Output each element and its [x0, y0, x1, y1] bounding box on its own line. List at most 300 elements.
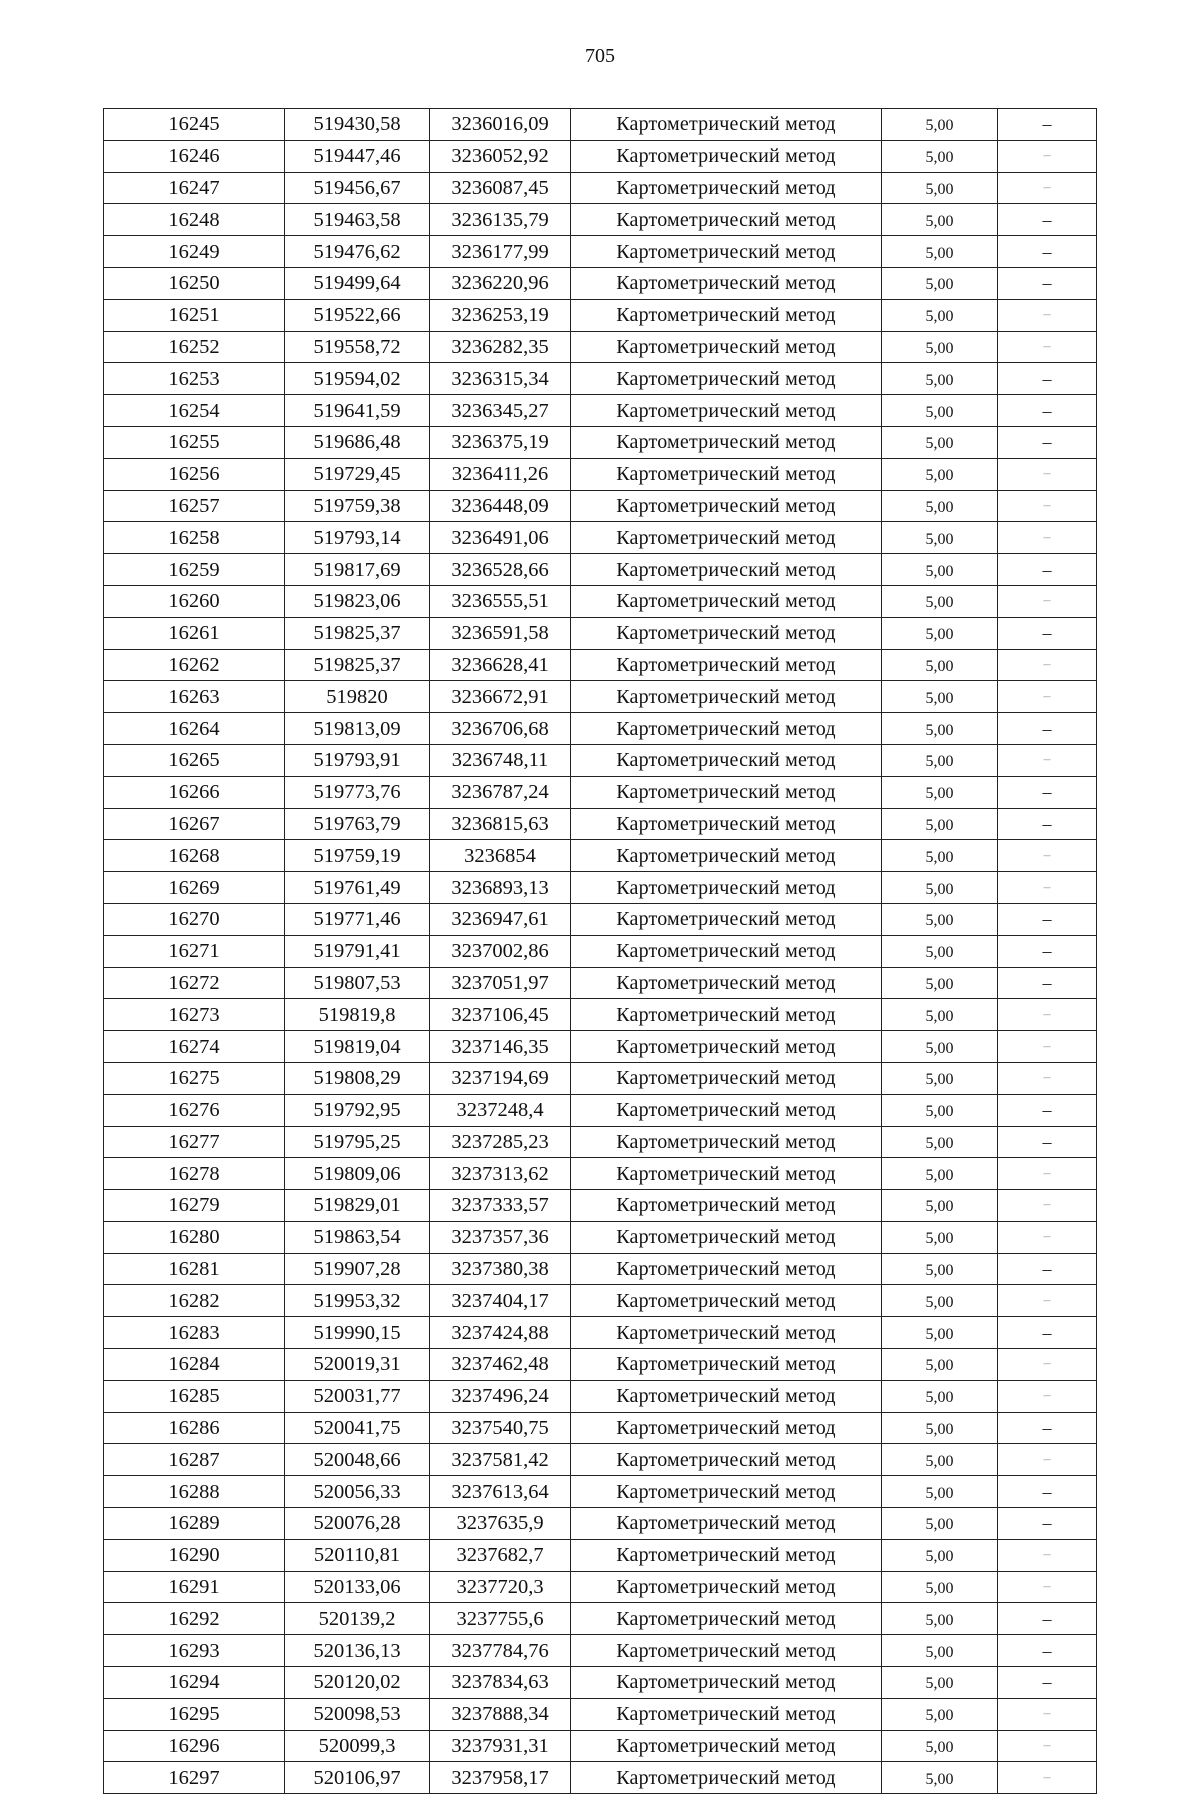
x-coordinate-cell: 519463,58: [285, 204, 430, 236]
x-coordinate-cell: 519594,02: [285, 363, 430, 395]
y-coordinate-cell: 3236411,26: [430, 458, 571, 490]
y-coordinate-cell: 3236345,27: [430, 395, 571, 427]
method-cell: Картометрический метод: [571, 363, 882, 395]
y-coordinate-cell: 3236448,09: [430, 490, 571, 522]
x-coordinate-cell: 519641,59: [285, 395, 430, 427]
note-cell: –: [998, 1285, 1097, 1317]
table-row: [104, 490, 1097, 522]
note-cell: –: [998, 1730, 1097, 1762]
note-cell: –: [998, 1253, 1097, 1285]
note-cell: –: [998, 1667, 1097, 1699]
y-coordinate-cell: 3236947,61: [430, 903, 571, 935]
note-cell: –: [998, 1698, 1097, 1730]
precision-cell: 5,00: [882, 1094, 998, 1126]
note-cell: –: [998, 617, 1097, 649]
table-row: [104, 331, 1097, 363]
precision-cell: 5,00: [882, 1221, 998, 1253]
point-number-cell: 16272: [104, 967, 285, 999]
y-coordinate-cell: 3237462,48: [430, 1349, 571, 1381]
precision-cell: 5,00: [882, 1698, 998, 1730]
method-cell: Картометрический метод: [571, 1667, 882, 1699]
table-row: [104, 1444, 1097, 1476]
precision-cell: 5,00: [882, 935, 998, 967]
note-cell: –: [998, 1635, 1097, 1667]
precision-cell: 5,00: [882, 1285, 998, 1317]
table-row: [104, 204, 1097, 236]
point-number-cell: 16258: [104, 522, 285, 554]
method-cell: Картометрический метод: [571, 172, 882, 204]
table-row: [104, 1094, 1097, 1126]
point-number-cell: 16245: [104, 109, 285, 141]
method-cell: Картометрический метод: [571, 1094, 882, 1126]
point-number-cell: 16261: [104, 617, 285, 649]
method-cell: Картометрический метод: [571, 872, 882, 904]
table-row: [104, 1031, 1097, 1063]
method-cell: Картометрический метод: [571, 935, 882, 967]
table-row: [104, 872, 1097, 904]
y-coordinate-cell: 3237931,31: [430, 1730, 571, 1762]
x-coordinate-cell: 520136,13: [285, 1635, 430, 1667]
x-coordinate-cell: 519795,25: [285, 1126, 430, 1158]
table-row: [104, 1730, 1097, 1762]
method-cell: Картометрический метод: [571, 554, 882, 586]
note-cell: –: [998, 1476, 1097, 1508]
point-number-cell: 16275: [104, 1062, 285, 1094]
note-cell: –: [998, 649, 1097, 681]
point-number-cell: 16270: [104, 903, 285, 935]
note-cell: –: [998, 744, 1097, 776]
method-cell: Картометрический метод: [571, 1126, 882, 1158]
table-row: [104, 903, 1097, 935]
table-row: [104, 1571, 1097, 1603]
table-row: [104, 363, 1097, 395]
precision-cell: 5,00: [882, 1603, 998, 1635]
precision-cell: 5,00: [882, 649, 998, 681]
precision-cell: 5,00: [882, 426, 998, 458]
method-cell: Картометрический метод: [571, 1635, 882, 1667]
point-number-cell: 16284: [104, 1349, 285, 1381]
table-row: [104, 776, 1097, 808]
y-coordinate-cell: 3236628,41: [430, 649, 571, 681]
coordinates-table-body: [104, 109, 1097, 1794]
method-cell: Картометрический метод: [571, 1539, 882, 1571]
x-coordinate-cell: 519817,69: [285, 554, 430, 586]
x-coordinate-cell: 520031,77: [285, 1380, 430, 1412]
point-number-cell: 16269: [104, 872, 285, 904]
point-number-cell: 16286: [104, 1412, 285, 1444]
x-coordinate-cell: 520048,66: [285, 1444, 430, 1476]
y-coordinate-cell: 3237834,63: [430, 1667, 571, 1699]
method-cell: Картометрический метод: [571, 1508, 882, 1540]
table-row: [104, 522, 1097, 554]
y-coordinate-cell: 3236815,63: [430, 808, 571, 840]
precision-cell: 5,00: [882, 1571, 998, 1603]
x-coordinate-cell: 519809,06: [285, 1158, 430, 1190]
method-cell: Картометрический метод: [571, 1158, 882, 1190]
table-row: [104, 1508, 1097, 1540]
table-row: [104, 967, 1097, 999]
method-cell: Картометрический метод: [571, 1762, 882, 1794]
table-row: [104, 140, 1097, 172]
note-cell: –: [998, 1571, 1097, 1603]
x-coordinate-cell: 519953,32: [285, 1285, 430, 1317]
note-cell: –: [998, 426, 1097, 458]
point-number-cell: 16277: [104, 1126, 285, 1158]
table-row: [104, 999, 1097, 1031]
y-coordinate-cell: 3236220,96: [430, 267, 571, 299]
table-row: [104, 808, 1097, 840]
precision-cell: 5,00: [882, 299, 998, 331]
method-cell: Картометрический метод: [571, 204, 882, 236]
x-coordinate-cell: 519456,67: [285, 172, 430, 204]
point-number-cell: 16294: [104, 1667, 285, 1699]
method-cell: Картометрический метод: [571, 1476, 882, 1508]
note-cell: –: [998, 1317, 1097, 1349]
table-row: [104, 935, 1097, 967]
table-row: [104, 1221, 1097, 1253]
x-coordinate-cell: 519773,76: [285, 776, 430, 808]
precision-cell: 5,00: [882, 1062, 998, 1094]
precision-cell: 5,00: [882, 1190, 998, 1222]
x-coordinate-cell: 519447,46: [285, 140, 430, 172]
note-cell: –: [998, 204, 1097, 236]
precision-cell: 5,00: [882, 1349, 998, 1381]
table-row: [104, 426, 1097, 458]
method-cell: Картометрический метод: [571, 1444, 882, 1476]
note-cell: –: [998, 490, 1097, 522]
table-row: [104, 1285, 1097, 1317]
x-coordinate-cell: 519793,14: [285, 522, 430, 554]
table-row: [104, 1158, 1097, 1190]
point-number-cell: 16283: [104, 1317, 285, 1349]
y-coordinate-cell: 3237581,42: [430, 1444, 571, 1476]
note-cell: –: [998, 776, 1097, 808]
method-cell: Картометрический метод: [571, 395, 882, 427]
precision-cell: 5,00: [882, 808, 998, 840]
precision-cell: 5,00: [882, 1126, 998, 1158]
point-number-cell: 16274: [104, 1031, 285, 1063]
precision-cell: 5,00: [882, 872, 998, 904]
precision-cell: 5,00: [882, 1508, 998, 1540]
method-cell: Картометрический метод: [571, 713, 882, 745]
method-cell: Картометрический метод: [571, 1603, 882, 1635]
precision-cell: 5,00: [882, 1412, 998, 1444]
method-cell: Картометрический метод: [571, 299, 882, 331]
x-coordinate-cell: 520133,06: [285, 1571, 430, 1603]
note-cell: –: [998, 1412, 1097, 1444]
table-row: [104, 236, 1097, 268]
y-coordinate-cell: 3236672,91: [430, 681, 571, 713]
x-coordinate-cell: 519793,91: [285, 744, 430, 776]
table-row: [104, 617, 1097, 649]
precision-cell: 5,00: [882, 744, 998, 776]
y-coordinate-cell: 3237194,69: [430, 1062, 571, 1094]
table-row: [104, 1539, 1097, 1571]
precision-cell: 5,00: [882, 172, 998, 204]
table-row: [104, 1126, 1097, 1158]
method-cell: Картометрический метод: [571, 967, 882, 999]
note-cell: –: [998, 172, 1097, 204]
y-coordinate-cell: 3236854: [430, 840, 571, 872]
precision-cell: 5,00: [882, 1253, 998, 1285]
note-cell: –: [998, 935, 1097, 967]
y-coordinate-cell: 3237755,6: [430, 1603, 571, 1635]
point-number-cell: 16291: [104, 1571, 285, 1603]
method-cell: Картометрический метод: [571, 1730, 882, 1762]
point-number-cell: 16255: [104, 426, 285, 458]
table-row: [104, 713, 1097, 745]
note-cell: –: [998, 1158, 1097, 1190]
y-coordinate-cell: 3237146,35: [430, 1031, 571, 1063]
table-row: [104, 1062, 1097, 1094]
x-coordinate-cell: 520056,33: [285, 1476, 430, 1508]
x-coordinate-cell: 519825,37: [285, 649, 430, 681]
point-number-cell: 16268: [104, 840, 285, 872]
point-number-cell: 16279: [104, 1190, 285, 1222]
method-cell: Картометрический метод: [571, 649, 882, 681]
note-cell: –: [998, 808, 1097, 840]
precision-cell: 5,00: [882, 999, 998, 1031]
y-coordinate-cell: 3237002,86: [430, 935, 571, 967]
precision-cell: 5,00: [882, 331, 998, 363]
point-number-cell: 16292: [104, 1603, 285, 1635]
precision-cell: 5,00: [882, 1539, 998, 1571]
table-row: [104, 840, 1097, 872]
precision-cell: 5,00: [882, 267, 998, 299]
point-number-cell: 16297: [104, 1762, 285, 1794]
note-cell: –: [998, 967, 1097, 999]
point-number-cell: 16281: [104, 1253, 285, 1285]
x-coordinate-cell: 519763,79: [285, 808, 430, 840]
note-cell: –: [998, 585, 1097, 617]
point-number-cell: 16295: [104, 1698, 285, 1730]
x-coordinate-cell: 520110,81: [285, 1539, 430, 1571]
table-row: [104, 1762, 1097, 1794]
x-coordinate-cell: 519759,19: [285, 840, 430, 872]
table-row: [104, 1412, 1097, 1444]
precision-cell: 5,00: [882, 458, 998, 490]
x-coordinate-cell: 519761,49: [285, 872, 430, 904]
note-cell: –: [998, 1603, 1097, 1635]
point-number-cell: 16290: [104, 1539, 285, 1571]
method-cell: Картометрический метод: [571, 744, 882, 776]
method-cell: Картометрический метод: [571, 1031, 882, 1063]
method-cell: Картометрический метод: [571, 681, 882, 713]
point-number-cell: 16267: [104, 808, 285, 840]
table-row: [104, 585, 1097, 617]
x-coordinate-cell: 519522,66: [285, 299, 430, 331]
x-coordinate-cell: 519820: [285, 681, 430, 713]
precision-cell: 5,00: [882, 490, 998, 522]
precision-cell: 5,00: [882, 395, 998, 427]
table-row: [104, 1190, 1097, 1222]
y-coordinate-cell: 3237635,9: [430, 1508, 571, 1540]
y-coordinate-cell: 3237613,64: [430, 1476, 571, 1508]
point-number-cell: 16259: [104, 554, 285, 586]
method-cell: Картометрический метод: [571, 1190, 882, 1222]
y-coordinate-cell: 3236591,58: [430, 617, 571, 649]
method-cell: Картометрический метод: [571, 331, 882, 363]
precision-cell: 5,00: [882, 1380, 998, 1412]
method-cell: Картометрический метод: [571, 1571, 882, 1603]
precision-cell: 5,00: [882, 1635, 998, 1667]
note-cell: –: [998, 1762, 1097, 1794]
x-coordinate-cell: 520019,31: [285, 1349, 430, 1381]
method-cell: Картометрический метод: [571, 426, 882, 458]
note-cell: –: [998, 1094, 1097, 1126]
point-number-cell: 16264: [104, 713, 285, 745]
note-cell: –: [998, 522, 1097, 554]
y-coordinate-cell: 3237285,23: [430, 1126, 571, 1158]
precision-cell: 5,00: [882, 522, 998, 554]
point-number-cell: 16257: [104, 490, 285, 522]
method-cell: Картометрический метод: [571, 999, 882, 1031]
note-cell: –: [998, 236, 1097, 268]
precision-cell: 5,00: [882, 1476, 998, 1508]
x-coordinate-cell: 519791,41: [285, 935, 430, 967]
x-coordinate-cell: 520139,2: [285, 1603, 430, 1635]
y-coordinate-cell: 3237357,36: [430, 1221, 571, 1253]
y-coordinate-cell: 3237784,76: [430, 1635, 571, 1667]
precision-cell: 5,00: [882, 236, 998, 268]
method-cell: Картометрический метод: [571, 109, 882, 141]
point-number-cell: 16280: [104, 1221, 285, 1253]
note-cell: –: [998, 140, 1097, 172]
note-cell: –: [998, 1031, 1097, 1063]
note-cell: –: [998, 1190, 1097, 1222]
point-number-cell: 16253: [104, 363, 285, 395]
y-coordinate-cell: 3236375,19: [430, 426, 571, 458]
table-row: [104, 554, 1097, 586]
x-coordinate-cell: 520099,3: [285, 1730, 430, 1762]
method-cell: Картометрический метод: [571, 776, 882, 808]
y-coordinate-cell: 3236706,68: [430, 713, 571, 745]
x-coordinate-cell: 519686,48: [285, 426, 430, 458]
note-cell: –: [998, 1508, 1097, 1540]
precision-cell: 5,00: [882, 109, 998, 141]
method-cell: Картометрический метод: [571, 522, 882, 554]
table-row: [104, 172, 1097, 204]
y-coordinate-cell: 3236315,34: [430, 363, 571, 395]
y-coordinate-cell: 3237333,57: [430, 1190, 571, 1222]
table-row: [104, 1667, 1097, 1699]
method-cell: Картометрический метод: [571, 1221, 882, 1253]
x-coordinate-cell: 520076,28: [285, 1508, 430, 1540]
y-coordinate-cell: 3237313,62: [430, 1158, 571, 1190]
note-cell: –: [998, 1062, 1097, 1094]
table-row: [104, 649, 1097, 681]
y-coordinate-cell: 3237682,7: [430, 1539, 571, 1571]
precision-cell: 5,00: [882, 585, 998, 617]
x-coordinate-cell: 519476,62: [285, 236, 430, 268]
precision-cell: 5,00: [882, 1031, 998, 1063]
y-coordinate-cell: 3236282,35: [430, 331, 571, 363]
y-coordinate-cell: 3236177,99: [430, 236, 571, 268]
method-cell: Картометрический метод: [571, 840, 882, 872]
point-number-cell: 16287: [104, 1444, 285, 1476]
table-row: [104, 458, 1097, 490]
x-coordinate-cell: 519558,72: [285, 331, 430, 363]
x-coordinate-cell: 519729,45: [285, 458, 430, 490]
point-number-cell: 16263: [104, 681, 285, 713]
x-coordinate-cell: 519819,8: [285, 999, 430, 1031]
y-coordinate-cell: 3236491,06: [430, 522, 571, 554]
table-row: [104, 681, 1097, 713]
note-cell: –: [998, 1444, 1097, 1476]
x-coordinate-cell: 520120,02: [285, 1667, 430, 1699]
note-cell: –: [998, 1380, 1097, 1412]
point-number-cell: 16278: [104, 1158, 285, 1190]
y-coordinate-cell: 3237380,38: [430, 1253, 571, 1285]
method-cell: Картометрический метод: [571, 903, 882, 935]
method-cell: Картометрический метод: [571, 1380, 882, 1412]
point-number-cell: 16246: [104, 140, 285, 172]
point-number-cell: 16273: [104, 999, 285, 1031]
note-cell: –: [998, 681, 1097, 713]
method-cell: Картометрический метод: [571, 1285, 882, 1317]
x-coordinate-cell: 519759,38: [285, 490, 430, 522]
y-coordinate-cell: 3237051,97: [430, 967, 571, 999]
y-coordinate-cell: 3236087,45: [430, 172, 571, 204]
table-row: [104, 1253, 1097, 1285]
x-coordinate-cell: 520098,53: [285, 1698, 430, 1730]
table-row: [104, 1349, 1097, 1381]
x-coordinate-cell: 519863,54: [285, 1221, 430, 1253]
y-coordinate-cell: 3237106,45: [430, 999, 571, 1031]
point-number-cell: 16249: [104, 236, 285, 268]
y-coordinate-cell: 3236135,79: [430, 204, 571, 236]
table-row: [104, 1698, 1097, 1730]
method-cell: Картометрический метод: [571, 617, 882, 649]
precision-cell: 5,00: [882, 617, 998, 649]
x-coordinate-cell: 520041,75: [285, 1412, 430, 1444]
y-coordinate-cell: 3236787,24: [430, 776, 571, 808]
point-number-cell: 16293: [104, 1635, 285, 1667]
x-coordinate-cell: 519990,15: [285, 1317, 430, 1349]
precision-cell: 5,00: [882, 204, 998, 236]
note-cell: –: [998, 363, 1097, 395]
y-coordinate-cell: 3237720,3: [430, 1571, 571, 1603]
y-coordinate-cell: 3237540,75: [430, 1412, 571, 1444]
note-cell: –: [998, 267, 1097, 299]
method-cell: Картометрический метод: [571, 808, 882, 840]
y-coordinate-cell: 3236893,13: [430, 872, 571, 904]
x-coordinate-cell: 519792,95: [285, 1094, 430, 1126]
precision-cell: 5,00: [882, 1317, 998, 1349]
precision-cell: 5,00: [882, 1762, 998, 1794]
table-row: [104, 299, 1097, 331]
note-cell: –: [998, 903, 1097, 935]
y-coordinate-cell: 3237248,4: [430, 1094, 571, 1126]
note-cell: –: [998, 872, 1097, 904]
note-cell: –: [998, 458, 1097, 490]
y-coordinate-cell: 3236748,11: [430, 744, 571, 776]
x-coordinate-cell: 519499,64: [285, 267, 430, 299]
table-row: [104, 395, 1097, 427]
point-number-cell: 16248: [104, 204, 285, 236]
point-number-cell: 16271: [104, 935, 285, 967]
x-coordinate-cell: 519808,29: [285, 1062, 430, 1094]
point-number-cell: 16250: [104, 267, 285, 299]
precision-cell: 5,00: [882, 1158, 998, 1190]
y-coordinate-cell: 3236253,19: [430, 299, 571, 331]
point-number-cell: 16254: [104, 395, 285, 427]
note-cell: –: [998, 331, 1097, 363]
table-row: [104, 109, 1097, 141]
note-cell: –: [998, 109, 1097, 141]
point-number-cell: 16262: [104, 649, 285, 681]
precision-cell: 5,00: [882, 140, 998, 172]
